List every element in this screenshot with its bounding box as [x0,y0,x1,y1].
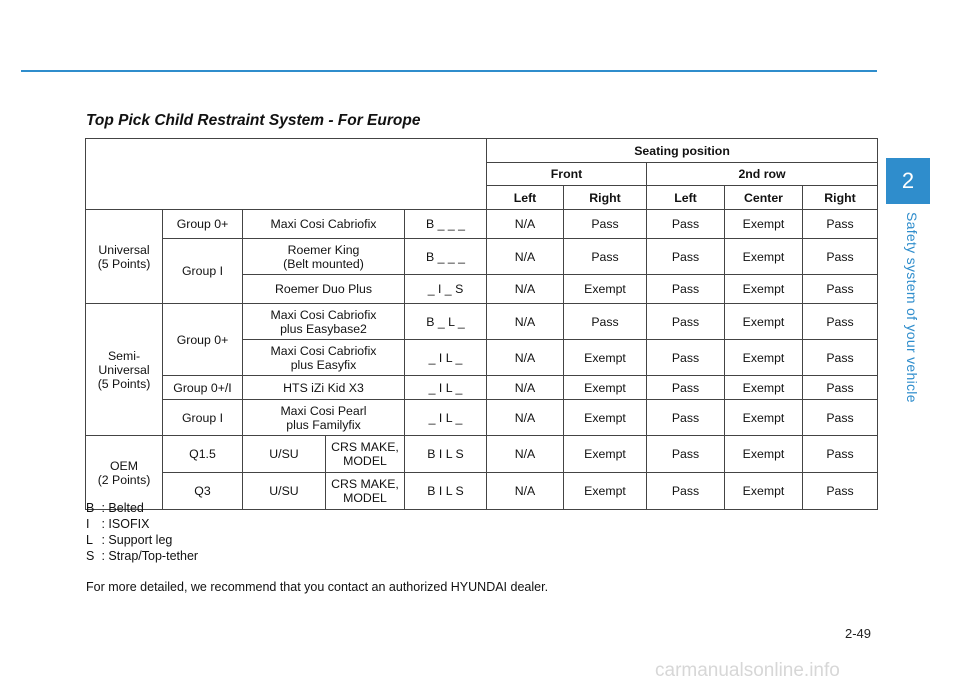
code-cell: _ I L _ [405,376,487,400]
category-oem: OEM (2 Points) [86,436,163,510]
row2-right-cell: Pass [803,304,878,340]
group-cell: Group 0+ [163,210,243,239]
row2-right-cell: Pass [803,210,878,239]
legend-text: : ISOFIX [101,517,150,531]
front-left-cell: N/A [487,239,564,275]
legend-text: : Belted [101,501,144,515]
model-split-cell [243,473,405,510]
front-right-cell: Exempt [564,275,647,304]
header-rule [21,70,877,72]
row2-right-cell: Pass [803,239,878,275]
front-right-cell: Exempt [564,436,647,473]
front-left-cell: N/A [487,436,564,473]
front-right-cell: Exempt [564,376,647,400]
front-left-cell: N/A [487,304,564,340]
chapter-title: Safety system of your vehicle [904,212,920,403]
legend-key: I [86,517,90,531]
legend-key: B [86,501,95,515]
group-cell: Group 0+/I [163,376,243,400]
front-right-cell: Exempt [564,473,647,510]
front-right-cell: Exempt [564,340,647,376]
front-left-cell: N/A [487,400,564,436]
front-right-cell: Exempt [564,400,647,436]
model-cell: Maxi Cosi Cabriofix plus Easyfix [243,340,405,376]
page-number: 2-49 [845,626,872,641]
category-universal: Universal (5 Points) [86,210,163,304]
legend-item [86,532,198,548]
row2-center-cell: Exempt [725,275,803,304]
front-left-cell: N/A [487,340,564,376]
row2-center-cell: Exempt [725,210,803,239]
dealer-note: For more detailed, we recommend that you contact an authorized HYUNDAI dealer. [86,580,549,594]
table-row [86,239,878,275]
table-row [86,473,878,510]
model-cell: Maxi Cosi Cabriofix [243,210,405,239]
legend-item [86,500,198,516]
row2-right-cell: Pass [803,473,878,510]
row2-left-cell: Pass [647,340,725,376]
group-cell: Group I [163,239,243,304]
row2-left-cell: Pass [647,473,725,510]
code-cell: B _ _ _ [405,239,487,275]
row2-center-cell: Exempt [725,436,803,473]
chapter-number: 2 [901,168,915,193]
group-cell: Group I [163,400,243,436]
section-title: Top Pick Child Restraint System - For Europe [86,112,421,129]
legend-text: : Strap/Top-tether [101,549,199,563]
table-row [86,376,878,400]
chapter-number-tab [886,158,930,204]
crs-maker-cell: CRS MAKE, MODEL [331,477,399,505]
child-restraint-table [85,138,878,510]
front-header: Front [487,163,647,186]
front-right-cell: Pass [564,239,647,275]
table-row [86,400,878,436]
row2-left-header: Left [647,186,725,210]
seating-position-header: Seating position [487,139,878,163]
table-row [86,304,878,340]
legend [86,500,198,564]
row2-left-cell: Pass [647,436,725,473]
group-cell: Q1.5 [163,436,243,473]
code-cell: _ I L _ [405,340,487,376]
table-header-blank [86,139,487,210]
row2-center-cell: Exempt [725,400,803,436]
code-cell: B I L S [405,473,487,510]
row2-center-cell: Exempt [725,239,803,275]
legend-text: : Support leg [101,533,173,547]
code-cell: B _ _ _ [405,210,487,239]
row2-right-cell: Pass [803,376,878,400]
front-left-header: Left [487,186,564,210]
watermark: carmanualsonline.info [655,660,840,681]
front-left-cell: N/A [487,376,564,400]
code-cell: _ I L _ [405,400,487,436]
row2-right-cell: Pass [803,436,878,473]
crs-maker-cell: CRS MAKE, MODEL [331,440,399,468]
row2-left-cell: Pass [647,400,725,436]
legend-item [86,548,198,564]
row2-right-cell: Pass [803,275,878,304]
legend-key: S [86,549,95,563]
table-row [86,210,878,239]
front-right-cell: Pass [564,210,647,239]
code-cell: B _ L _ [405,304,487,340]
front-right-cell: Pass [564,304,647,340]
front-right-header: Right [564,186,647,210]
row2-right-header: Right [803,186,878,210]
legend-item [86,516,198,532]
row2-right-cell: Pass [803,400,878,436]
legend-key: L [86,533,93,547]
second-row-header: 2nd row [647,163,878,186]
front-left-cell: N/A [487,275,564,304]
front-left-cell: N/A [487,210,564,239]
size-class-cell: U/SU [243,436,326,472]
row2-left-cell: Pass [647,275,725,304]
model-cell: Roemer Duo Plus [243,275,405,304]
row2-center-cell: Exempt [725,340,803,376]
table-row [86,436,878,473]
row2-right-cell: Pass [803,340,878,376]
row2-center-cell: Exempt [725,304,803,340]
model-split-cell [243,436,405,473]
row2-left-cell: Pass [647,376,725,400]
row2-left-cell: Pass [647,304,725,340]
front-left-cell: N/A [487,473,564,510]
model-cell: HTS iZi Kid X3 [243,376,405,400]
model-cell: Maxi Cosi Pearl plus Familyfix [243,400,405,436]
row2-left-cell: Pass [647,210,725,239]
group-cell: Q3 [163,473,243,510]
row2-left-cell: Pass [647,239,725,275]
code-cell: _ I _ S [405,275,487,304]
row2-center-cell: Exempt [725,376,803,400]
model-cell: Maxi Cosi Cabriofix plus Easybase2 [243,304,405,340]
code-cell: B I L S [405,436,487,473]
group-cell: Group 0+ [163,304,243,376]
row2-center-header: Center [725,186,803,210]
row2-center-cell: Exempt [725,473,803,510]
model-cell: Roemer King (Belt mounted) [243,239,405,275]
category-semi-universal: Semi- Universal (5 Points) [86,304,163,436]
size-class-cell: U/SU [243,473,326,509]
